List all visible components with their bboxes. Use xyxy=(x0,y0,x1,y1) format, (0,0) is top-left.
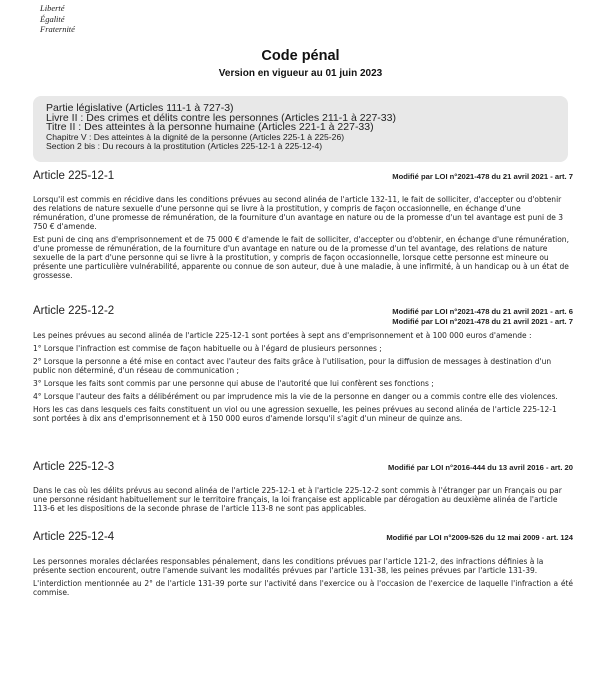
breadcrumb-item: Livre II : Des crimes et délits contre les personnes (Articles 211-1 à 227-33) xyxy=(46,111,396,124)
article-title: Article 225-12-4 xyxy=(33,531,115,543)
article-paragraph: 1° Lorsque l'infraction est commise de façon habituelle ou à l'égard de plusieurs personnes ; xyxy=(33,344,382,353)
breadcrumb-item: Titre II : Des atteintes à la personne humaine (Articles 221-1 à 227-33) xyxy=(46,121,374,133)
breadcrumb-box xyxy=(33,96,568,162)
article-225-12-3 xyxy=(33,461,573,517)
article-225-12-2 xyxy=(33,305,573,427)
breadcrumb-item: Chapitre V : Des atteintes à la dignité de la personne (Articles 225-1 à 225-26) xyxy=(46,131,345,142)
breadcrumb-item: Section 2 bis : Du recours à la prostitution (Articles 225-12-1 à 225-12-4) xyxy=(46,141,323,151)
article-title: Article 225-12-1 xyxy=(33,170,115,182)
motto-line: Liberté xyxy=(40,3,65,13)
document-version: Version en vigueur au 01 juin 2023 xyxy=(218,68,383,79)
article-paragraph: 4° Lorsque l'auteur des faits a délibérément ou par imprudence mis la vie de la personne en danger ou a commis contre elle des violences. xyxy=(33,392,558,401)
motto-line: Égalité xyxy=(40,13,65,24)
article-paragraph: 2° Lorsque la personne a été mise en contact avec l'auteur des faits grâce à l'utilisation, pour la diffusion de messages à destination d'un public non déterminé, d'un réseau de communication ; xyxy=(33,357,552,375)
breadcrumb-item: Partie législative (Articles 111-1 à 727-3) xyxy=(46,102,234,114)
article-modification xyxy=(386,533,573,543)
article-paragraph: Dans le cas où les délits prévus au second alinéa de l'article 225-12-1 et à l'article 225-12-2 sont commis à l'étranger par un Français ou par une personne résidant habituellement sur le territoire français, la loi française est applicable par dérogation au deuxième alinéa de l'article 113-6 et les dispositions de la seconde phrase de l'article 113-8 ne sont pas applicables. xyxy=(33,486,562,513)
modification-line[interactable]: Modifié par LOI n°2021-478 du 21 avril 2021 - art. 6 xyxy=(392,307,573,316)
modification-line[interactable]: Modifié par LOI n°2021-478 du 21 avril 2021 - art. 7 xyxy=(392,316,573,326)
article-paragraph: Est puni de cinq ans d'emprisonnement et de 75 000 € d'amende le fait de solliciter, d'accepter ou d'obtenir, en échange d'une rémunération, d'une promesse de rémunération, de la fourniture d'un avantage en nature ou de la promesse d'un tel avantage, des relations de nature sexuelle de la part d'une personne qui se livre à la prostitution, y compris de façon occasionnelle, lorsque cette personne est mineure ou présente une particulière vulnérabilité, apparente ou connue de son auteur, due à une maladie, à une infirmité, à un handicap ou à un état de grossesse. xyxy=(33,235,569,280)
modification-line[interactable]: Modifié par LOI n°2009-526 du 12 mai 2009 - art. 124 xyxy=(386,533,573,542)
republic-motto xyxy=(40,3,75,35)
article-modification xyxy=(388,463,573,473)
article-paragraph: 3° Lorsque les faits sont commis par une personne qui abuse de l'autorité que lui confèrent ses fonctions ; xyxy=(33,379,434,388)
article-paragraph: Hors les cas dans lesquels ces faits constituent un viol ou une agression sexuelle, les peines prévues au second alinéa de l'article 225-12-1 sont portées à dix ans d'emprisonnement et à 150 000 euros d'amende lorsqu'il s'agit d'un mineur de quinze ans. xyxy=(33,405,557,423)
modification-line[interactable]: Modifié par LOI n°2016-444 du 13 avril 2016 - art. 20 xyxy=(388,463,573,472)
article-paragraph: L'interdiction mentionnée au 2° de l'article 131-39 porte sur l'activité dans l'exercice ou à l'occasion de l'exercice de laquelle l'infraction a été commise. xyxy=(33,579,573,597)
article-paragraph: Les peines prévues au second alinéa de l'article 225-12-1 sont portées à sept ans d'emprisonnement et à 100 000 euros d'amende : xyxy=(33,331,532,340)
article-paragraph: Lorsqu'il est commis en récidive dans les conditions prévues au second alinéa de l'article 132-11, le fait de solliciter, d'accepter ou d'obtenir des relations de nature sexuelle d'une personne qui se livre à la prostitution, y compris de façon occasionnelle, en échange d'une rémunération, d'une promesse de rémunération, de la fourniture d'un avantage en nature ou de la promesse d'un tel avantage est puni de 3 750 € d'amende. xyxy=(33,195,564,231)
document-title: Code pénal xyxy=(261,48,340,64)
article-title: Article 225-12-2 xyxy=(33,305,115,317)
article-paragraph: Les personnes morales déclarées responsables pénalement, dans les conditions prévues par l'article 121-2, des infractions définies à la présente section encourent, outre l'amende suivant les modalités prévues par l'article 131-38, les peines prévues par l'article 131-39. xyxy=(33,557,544,575)
article-modification xyxy=(392,307,573,326)
motto-line: Fraternité xyxy=(40,24,75,34)
article-225-12-4 xyxy=(33,531,573,601)
article-title: Article 225-12-3 xyxy=(33,461,115,473)
article-modification xyxy=(392,172,573,182)
modification-line[interactable]: Modifié par LOI n°2021-478 du 21 avril 2021 - art. 7 xyxy=(392,172,573,181)
article-225-12-1 xyxy=(33,170,573,284)
